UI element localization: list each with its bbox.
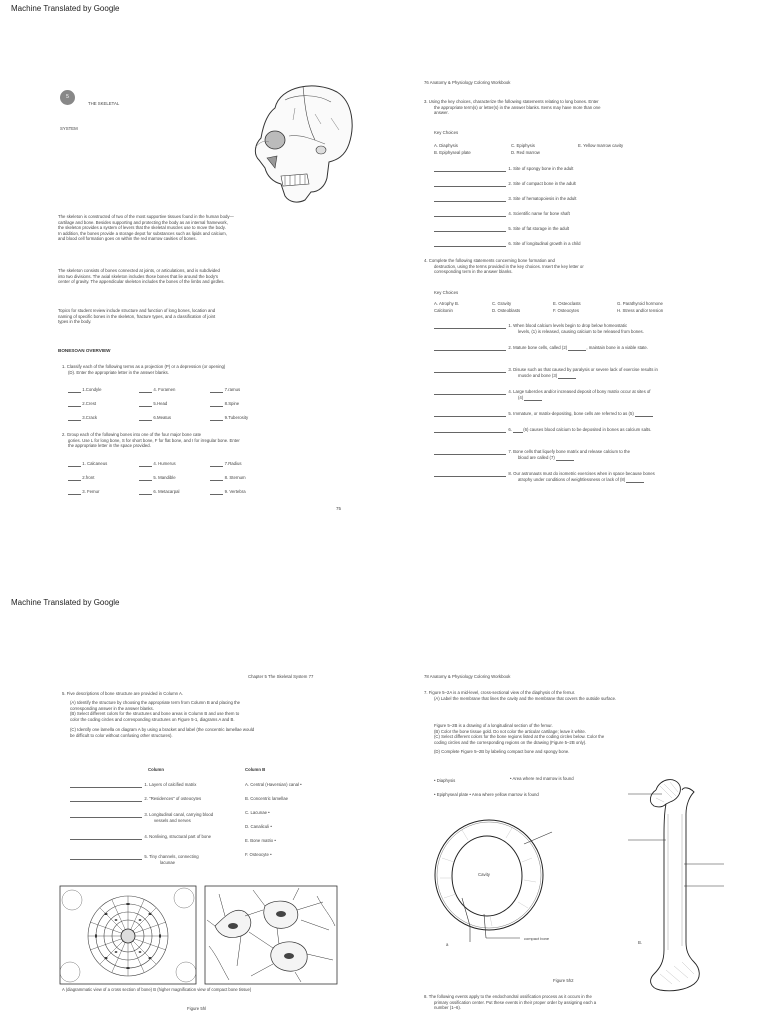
- column-a-items: 1. Layers of calcified matrix 2. "Residences" of osteocytes 3. Longitudinal canal, carrying blood vessels and nerves 4. Nonliving, structural part of bone 5. Tiny channels, connecting lacunae: [70, 782, 250, 870]
- answer-blank[interactable]: [70, 834, 142, 840]
- machine-translation-banner: Machine Translated by Google: [11, 598, 120, 607]
- answer-blank[interactable]: [68, 415, 81, 421]
- answer-blank[interactable]: [434, 241, 506, 247]
- key-choice: C. Gravity: [492, 301, 512, 306]
- answer-blank[interactable]: [70, 796, 142, 802]
- answer-blank[interactable]: [68, 489, 81, 495]
- page-header: Chapter 5 The Skeletal System 77: [248, 674, 314, 679]
- inline-blank[interactable]: [513, 427, 523, 433]
- key-choice: E. Osteoclasts: [553, 301, 581, 306]
- figure-label: Figure 5h2: [553, 978, 574, 983]
- femur-cross-section-drawing: [432, 818, 552, 938]
- key-choice: E. Yellow marrow cavity: [578, 143, 624, 148]
- topics-paragraph: Topics for student review include structure and function of long bones, location and naming of specific bones in the skeleton, fracture types, and a classification of joint types in the body.: [58, 308, 216, 325]
- answer-blank[interactable]: [210, 475, 223, 481]
- inline-blank[interactable]: [558, 373, 576, 379]
- key-choice: F. Osteocytes: [553, 308, 580, 313]
- answer-blank[interactable]: [434, 427, 506, 433]
- question-5-text: 5. Five descriptions of bone structure are provided in Column A.: [62, 691, 184, 696]
- question-2-items: 1. Calcaneus 4. Humerus 7.Radius 2.front 5. Mandible 8. Sternum 3. Femur 6. Metacarpal 9. Vertebra: [68, 461, 288, 503]
- answer-blank[interactable]: [68, 401, 81, 407]
- question-2-text: 2. Group each of the following bones into one of the four major bone cate gories. Use L for long bone, S for short bone, F for flat bone, and I for irregular bone. Enter the appropriate letter in the space provided.: [62, 432, 240, 449]
- figure-b-label: B.: [638, 940, 643, 945]
- answer-blank[interactable]: [210, 387, 223, 393]
- answer-blank[interactable]: [210, 415, 223, 421]
- answer-blank[interactable]: [210, 461, 223, 467]
- inline-blank[interactable]: [635, 411, 653, 417]
- key-choice: D. Osteoblasts: [492, 308, 521, 313]
- answer-blank[interactable]: [68, 475, 81, 481]
- question-1-items: 1.Condyle 4. Foramen 7.ramus 2.Crest 5.Head 8.Spine 3.Crack 6.Meatus 9.Tuberosity: [68, 387, 288, 429]
- skull-illustration: [245, 78, 355, 208]
- question-8-text: 8. The following events apply to the endochondral ossification process as it occurs in the primary ossification center. Put these events in their proper order by assigning each a number (1–6).: [424, 994, 597, 1011]
- divisions-paragraph: The skeleton consists of bones connected at joints, or articulations, and is subdivided into two divisions. The axial skeleton includes those bones that lie around the body's center of gravity. The appendicular skeleton includes the bones of the limbs and girdles.: [58, 268, 225, 285]
- chapter-badge: 5: [60, 90, 75, 105]
- column-a-heading: Column: [148, 767, 164, 772]
- answer-blank[interactable]: [210, 401, 223, 407]
- answer-blank[interactable]: [139, 475, 152, 481]
- answer-blank[interactable]: [68, 461, 81, 467]
- column-b-heading: Column B: [245, 767, 266, 772]
- key-choice: C. Epiphysis: [511, 143, 535, 148]
- figure-caption: A (diagrammatic view of a cross section of bone) B (higher magnification view of compact bone tissue): [62, 987, 252, 992]
- question-4-items: 1. When blood calcium levels begin to drop below homeostatic levels, (1) is released, causing calcium to be released from bones. 2. Mature bone cells, called (2) , maintain bone in a viable state. 3. Disuse such as that caused by paralysis or severe lack of exercise results in muscle and bone (3) 4. Large tubercles and/or increased deposit of bony matrix occur at sites of (4) 5. Immature, or matrix-depositing, bone cells are referred to as (5) 6. (6) causes blood calcium to be deposited in bones as calcium salts. 7. Bone cells that liquefy bone matrix and release calcium to the blood are called (7) 8. Our astronauts must do isometric exercises when in space because bones atrophy under conditions of weightlessness or lack of (8): [434, 323, 724, 493]
- key-choice: A. Diaphysis: [434, 143, 458, 148]
- answer-blank[interactable]: [139, 461, 152, 467]
- answer-blank[interactable]: [434, 411, 506, 417]
- osteon-cross-section-drawing: [60, 886, 196, 984]
- compact-bone-label: compact bone: [524, 936, 550, 941]
- inline-blank[interactable]: [626, 477, 644, 483]
- answer-blank[interactable]: [434, 181, 506, 187]
- answer-blank[interactable]: [139, 401, 152, 407]
- page-header: 76 Anatomy & Physiology Coloring Workbook: [424, 80, 511, 85]
- legend-red-marrow: • Area where red marrow is found: [510, 776, 574, 781]
- machine-translation-banner: Machine Translated by Google: [11, 4, 120, 13]
- inline-blank[interactable]: [556, 455, 574, 461]
- answer-blank[interactable]: [68, 387, 81, 393]
- figure-a-label: a: [446, 942, 449, 947]
- key-choice: B. Epiphyseal plate: [434, 150, 471, 155]
- answer-blank[interactable]: [139, 387, 152, 393]
- question-7-text: 7. Figure 5–2A is a mid-level, cross-sectional view of the diaphysis of the femur. (A) Label the membrane that lines the cavity and the membrane that covers the outside surface.: [424, 690, 617, 701]
- key-choice: A. Atrophy B.: [434, 301, 460, 306]
- question-5-instructions: (A) Identify the structure by choosing the appropriate term from Column B and placing the corresponding answer in the answer blanks. (B) Select different colors for the structures and bone areas in Column B and use them to color the coding circles and corresponding structures on Figure 5-1, diagrams A and B. (C) Identify one lamella on diagram A by using a bracket and label (the concentric lamellae would be difficult to color without confusing other structures).: [70, 700, 255, 738]
- question-1-text: 1. Classify each of the following terms as a projection (P) or a depression (or opening) (D). Enter the appropriate letter in the answer blanks.: [62, 364, 226, 375]
- figure-label: Figure 5hl: [187, 1006, 207, 1011]
- key-choice: G. Parathyroid hormone: [617, 301, 663, 306]
- question-4-text: 4. Complete the following statements concerning bone formation and destruction, using the terms provided in the key choices. Insert the key letter or corresponding term in the answer blanks.: [424, 258, 584, 275]
- inline-blank[interactable]: [524, 395, 542, 401]
- answer-blank[interactable]: [434, 166, 506, 172]
- femur-longitudinal-drawing: [620, 774, 730, 1000]
- key-choices-label: Key Choices: [434, 130, 459, 135]
- answer-blank[interactable]: [70, 782, 142, 788]
- answer-blank[interactable]: [139, 415, 152, 421]
- key-choice: H. Stress and/or tension: [617, 308, 664, 313]
- key-choices-label: Key Choices: [434, 290, 459, 295]
- chapter-title-line1: THE SKELETAL: [88, 101, 120, 106]
- answer-blank[interactable]: [210, 489, 223, 495]
- answer-blank[interactable]: [434, 196, 506, 202]
- key-choice: D. Red marrow: [511, 150, 540, 155]
- question-7-instructions: Figure 5–2B is a drawing of a longitudinal section of the femur. (B) Color the bone tissue gold. Do not color the articular cartilage; leave it white. (C) Select different colors for the bone regions listed at the coding circles below. Color the coding circles and the corresponding regions on the drawing (Figure 5–2B only). (D) Complete Figure 5–2B by labeling compact bone and spongy bone.: [434, 723, 605, 755]
- section-heading: BONESOAN OVERVIEW: [58, 348, 111, 353]
- cavity-label: Cavity: [478, 872, 490, 877]
- legend-diaphysis: • Diaphysis: [434, 778, 456, 783]
- page-header: 78 Anatomy & Physiology Coloring Workbook: [424, 674, 511, 679]
- answer-blank[interactable]: [434, 226, 506, 232]
- answer-blank[interactable]: [434, 211, 506, 217]
- page-number: 75: [336, 506, 342, 511]
- chapter-title-line2: SYSTEM: [60, 126, 78, 131]
- legend-epiphyseal-plate: • Epiphyseal plate • Area where yellow marrow is found: [434, 792, 539, 797]
- question-3-items: 1. Site of spongy bone in the adult 2. Site of compact bone in the adult 3. Site of hematopoiesis in the adult 4. Scientific name for bone shaft 5. Site of fat storage in the adult 6. Site of longitudinal growth in a child: [434, 166, 664, 256]
- answer-blank[interactable]: [434, 345, 506, 351]
- answer-blank[interactable]: [139, 489, 152, 495]
- key-choice: Calcitonin: [434, 308, 453, 313]
- column-b-items: A. Central (Haversian) canal • B. Concentric lamellae C. Lacunae • D. Canaliculi • E. Bone matrix • F. Osteocyte •: [245, 782, 302, 857]
- question-3-text: 3. Using the key choices, characterize the following statements relating to long bones. Enter the appropriate term(s) or letter(s) in the answer blanks. Items may have more than one answer.: [424, 99, 601, 116]
- inline-blank[interactable]: [568, 345, 586, 351]
- intro-paragraph: The skeleton is constructed of two of the most supportive tissues found in the human body— cartilage and bone. Besides supporting and protecting the body as an internal framework, the skeleton provides a system of levers that the skeletal muscles use to move the body. In addition, the bones provide a storage depot for substances such as lipids and calcium, and blood cell formation goes on within the red marrow cavities of bones.: [58, 214, 234, 242]
- compact-bone-magnified-drawing: [205, 886, 337, 984]
